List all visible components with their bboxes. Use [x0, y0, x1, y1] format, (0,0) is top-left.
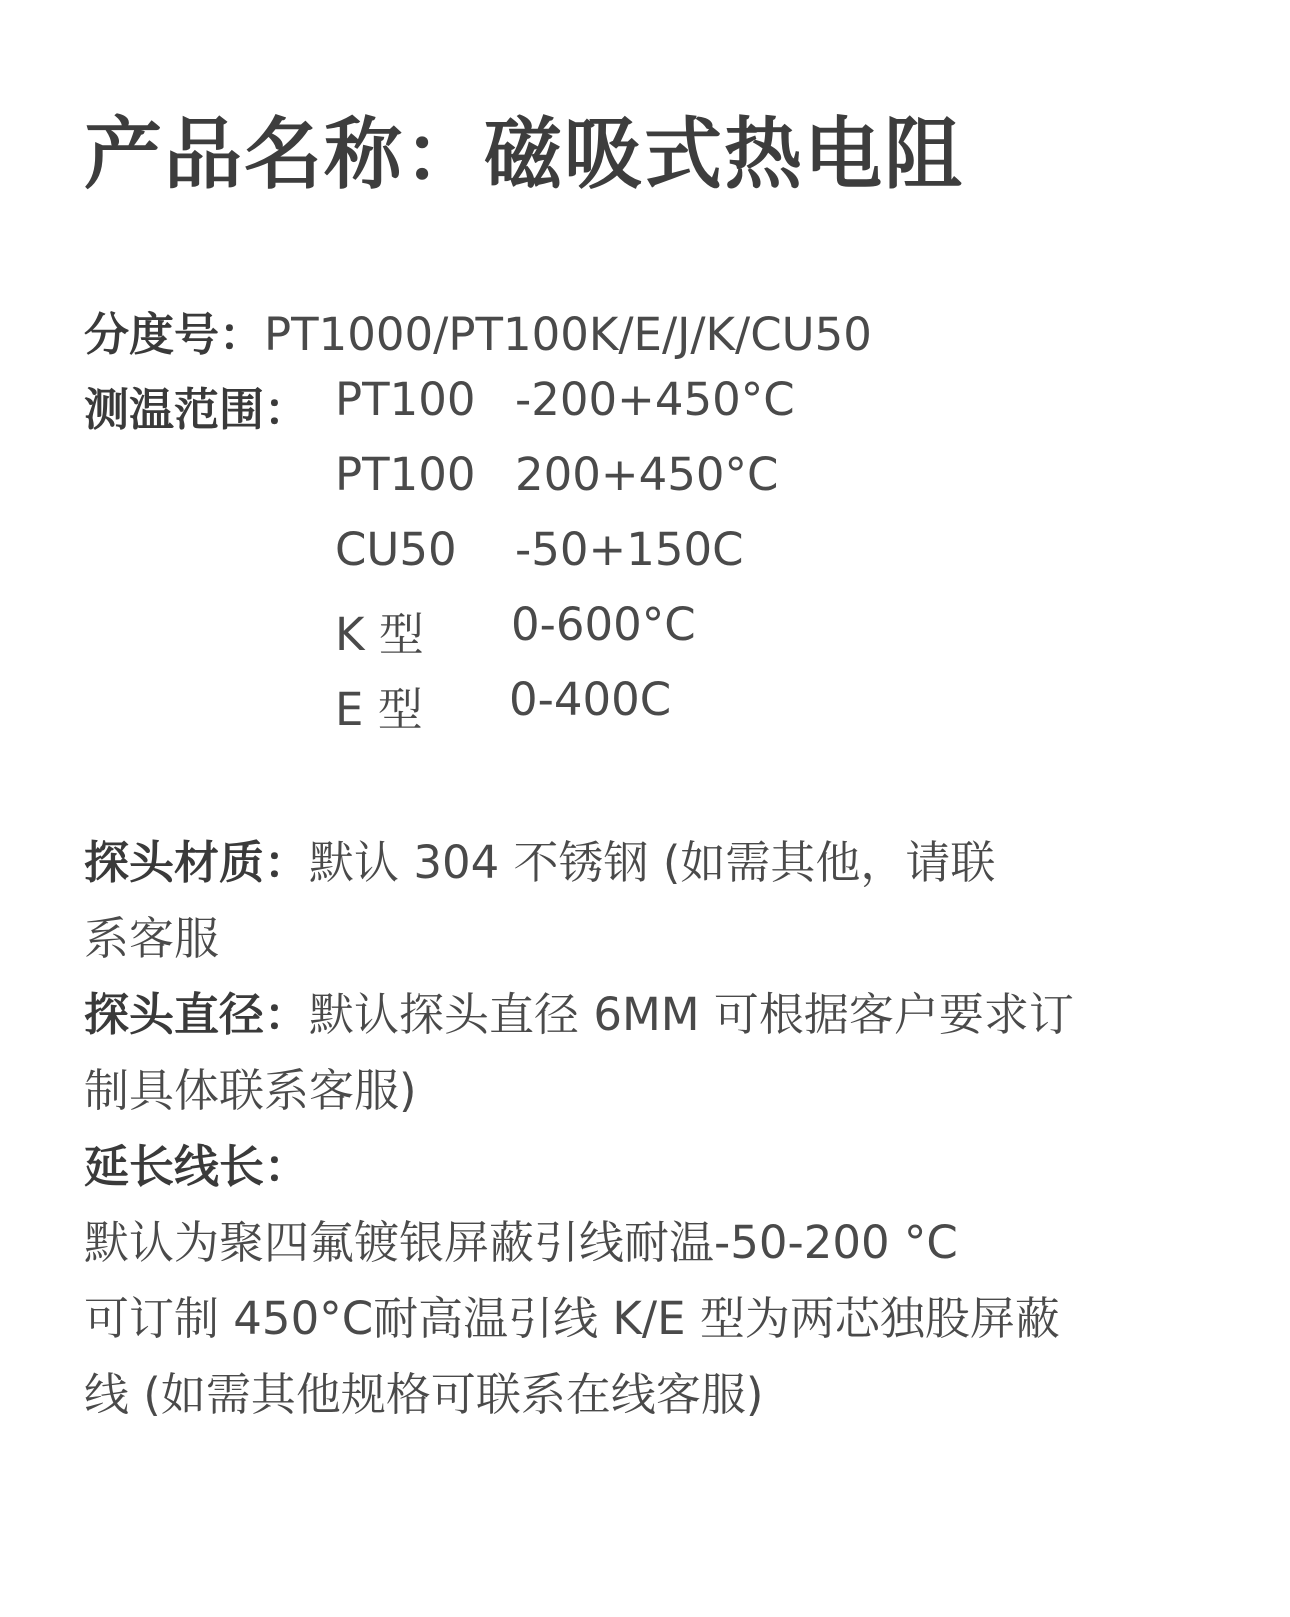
temp-range-row [335, 673, 1035, 736]
extension-text-3: 线 (如需其他规格可联系在线客服) [84, 1368, 764, 1421]
extension-label-row [84, 1130, 309, 1195]
temp-range-row [335, 373, 1035, 429]
temp-range-row [335, 448, 1035, 504]
extension-label: 延长线长： [84, 1140, 310, 1193]
temp-range-label-row [84, 373, 309, 438]
graduation-value: PT1000/PT100K/E/J/K/CU50 [264, 308, 872, 361]
temp-range-code: PT100 [335, 448, 476, 501]
temp-range-value: -50+150C [515, 523, 744, 576]
graduation-row [84, 298, 872, 363]
temp-range-row [335, 523, 1035, 579]
extension-line [84, 1358, 763, 1423]
probe-diameter-value-cont: 制具体联系客服) [84, 1064, 417, 1117]
temp-range-row [335, 598, 1035, 661]
extension-text-2: 可订制 450°C耐高温引线 K/E 型为两芯独股屏蔽 [84, 1292, 1060, 1345]
temp-range-value: 200+450°C [515, 448, 779, 501]
extension-text-1: 默认为聚四氟镀银屏蔽引线耐温-50-200 °C [84, 1216, 958, 1269]
probe-material-value-cont: 系客服 [84, 912, 220, 965]
probe-material-value: 默认 304 不锈钢 (如需其他，请联 [309, 836, 996, 889]
probe-diameter-row-cont [84, 1054, 417, 1119]
page-title: 产品名称：磁吸式热电阻 [84, 110, 965, 200]
temp-range-value: 0-400C [509, 673, 672, 726]
probe-diameter-label: 探头直径： [84, 988, 310, 1041]
probe-material-row [84, 826, 995, 891]
probe-material-label: 探头材质： [84, 836, 310, 889]
probe-diameter-value: 默认探头直径 6MM 可根据客户要求订 [309, 988, 1074, 1041]
temp-range-label: 测温范围： [84, 383, 310, 436]
temp-range-code: PT100 [335, 373, 476, 426]
probe-material-row-cont [84, 902, 219, 967]
extension-line [84, 1282, 1060, 1347]
temp-range-value: 0-600°C [511, 598, 696, 651]
temp-range-code: K 型 [335, 608, 424, 661]
extension-line [84, 1206, 958, 1271]
graduation-label: 分度号： [84, 308, 265, 361]
temp-range-code: CU50 [335, 523, 457, 576]
probe-diameter-row [84, 978, 1074, 1043]
temp-range-code: E 型 [335, 683, 423, 736]
temp-range-value: -200+450°C [515, 373, 795, 426]
